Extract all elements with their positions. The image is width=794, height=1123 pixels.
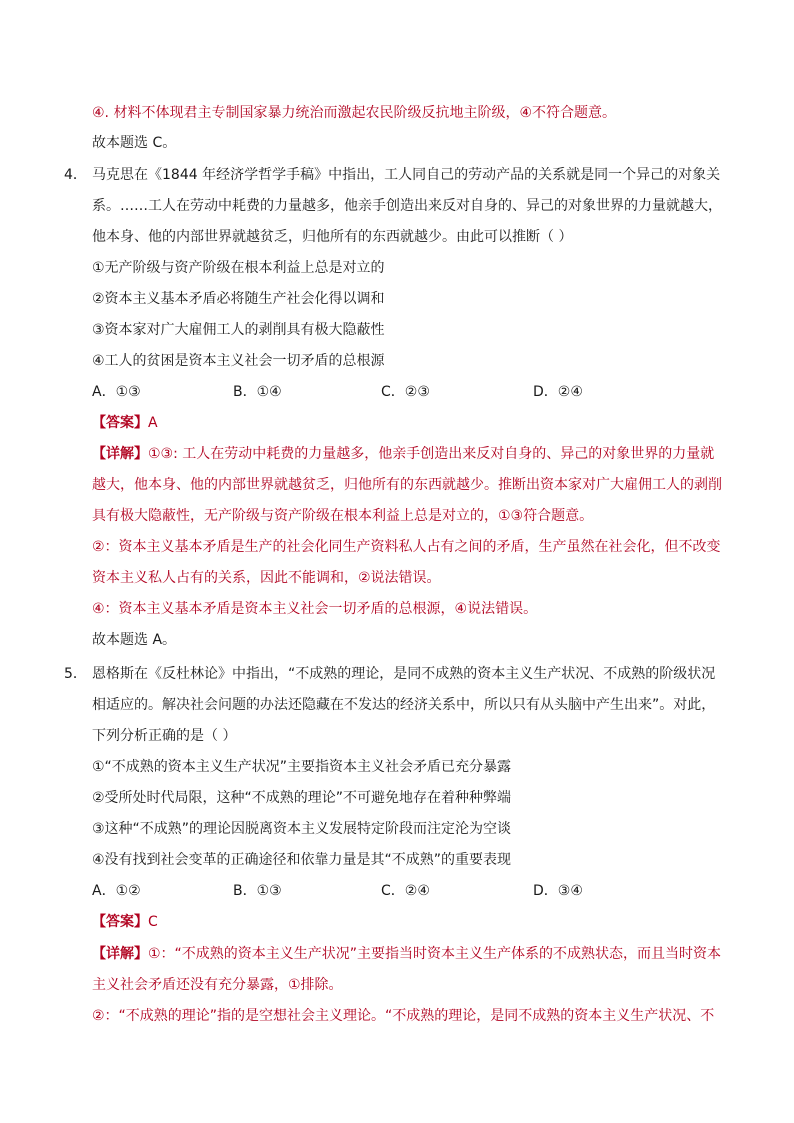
q4-statement-2: ②资本主义基本矛盾必将随生产社会化得以调和 — [92, 291, 385, 307]
q5-stem-1: 恩格斯在《反杜林论》中指出，“不成熟的理论，是同不成熟的资本主义生产状况、不成熟的阶级状况 — [92, 666, 716, 682]
q5-statement-2: ②受所处时代局限，这种“不成熟的理论”不可避免地存在着种种弊端 — [92, 790, 512, 806]
q4-statement-1: ①无产阶级与资产阶级在根本利益上总是对立的 — [92, 260, 385, 276]
q5-statement-1: ①“不成熟的资本主义生产状况”主要指资本主义社会矛盾已充分暴露 — [92, 759, 512, 775]
q4-answer-label: 【答案】 — [92, 415, 148, 431]
q5-statement-3: ③这种“不成熟”的理论因脱离资本主义发展特定阶段而注定沦为空谈 — [92, 821, 512, 837]
q4-statement-3: ③资本家对广大雇佣工人的剥削具有极大隐蔽性 — [92, 322, 385, 338]
q5-option-c: C．②④ — [381, 883, 430, 899]
q4-explain-label: 【详解】 — [92, 446, 148, 462]
q4-stem-3: 他本身、他的内部世界就越贫乏，归他所有的东西就越少。由此可以推断（ ） — [92, 229, 573, 245]
q4-number: 4． — [64, 167, 87, 183]
q5-explain-label: 【详解】 — [92, 946, 148, 962]
q5-statement-4: ④没有找到社会变革的正确途径和依靠力量是其“不成熟”的重要表现 — [92, 852, 512, 868]
q4-stem-1: 马克思在《1844 年经济学哲学手稿》中指出，工人同自己的劳动产品的关系就是同一个异己的对象关 — [92, 167, 721, 183]
q4-answer-value: A — [148, 415, 158, 431]
prev-conclusion: 故本题选 C。 — [92, 135, 177, 151]
q4-explain-6: ④：资本主义基本矛盾是资本主义社会一切矛盾的总根源，④说法错误。 — [92, 601, 538, 617]
q4-answer — [92, 413, 158, 433]
q4-explain-text-1: ①③: 工人在劳动中耗费的力量越多，他亲手创造出来反对自身的、异己的对象世界的力量就 — [148, 446, 715, 462]
q5-option-b: B．①③ — [233, 883, 282, 899]
q4-explain-1 — [92, 444, 714, 464]
q5-answer-label: 【答案】 — [92, 914, 148, 930]
q4-option-c: C．②③ — [381, 384, 430, 400]
q5-option-a: A．①② — [92, 883, 141, 899]
q4-statement-4: ④工人的贫困是资本主义社会一切矛盾的总根源 — [92, 353, 385, 369]
q4-conclusion: 故本题选 A。 — [92, 632, 177, 648]
q5-answer-value: C — [148, 914, 158, 930]
q5-option-d: D．③④ — [533, 883, 583, 899]
q5-explain-1 — [92, 944, 721, 964]
q5-explain-2: 主义社会矛盾还没有充分暴露，①排除。 — [92, 977, 343, 993]
q5-explain-3: ②：“不成熟的理论”指的是空想社会主义理论。“不成熟的理论，是同不成熟的资本主义生产状况、不 — [92, 1008, 715, 1024]
q4-option-d: D．②④ — [533, 384, 583, 400]
q4-explain-2: 越大，他本身、他的内部世界就越贫乏，归他所有的东西就越少。推断出资本家对广大雇佣工人的剥削 — [92, 477, 722, 493]
q4-explain-4: ②：资本主义基本矛盾是生产的社会化同生产资料私人占有之间的矛盾，生产虽然在社会化，但不改变 — [92, 539, 721, 555]
q4-option-a: A．①③ — [92, 384, 141, 400]
q4-stem-2: 系。……工人在劳动中耗费的力量越多，他亲手创造出来反对自身的、异己的对象世界的力量就越大， — [92, 198, 722, 214]
q4-explain-5: 资本主义私人占有的关系，因此不能调和，②说法错误。 — [92, 570, 441, 586]
q5-stem-2: 相适应的。解决社会问题的办法还隐藏在不发达的经济关系中，所以只有从头脑中产生出来”。对此， — [92, 697, 716, 713]
q5-stem-3: 下列分析正确的是（ ） — [92, 728, 237, 744]
q4-explain-3: 具有极大隐蔽性，无产阶级与资产阶级在根本利益上总是对立的，①③符合题意。 — [92, 508, 594, 524]
prev-item-4: ④. 材料不体现君主专制国家暴力统治而激起农民阶级反抗地主阶级，④不符合题意。 — [92, 105, 616, 121]
q5-number: 5． — [64, 666, 87, 682]
q5-explain-text-1: ①：“不成熟的资本主义生产状况”主要指当时资本主义生产体系的不成熟状态，而且当时资本 — [148, 946, 722, 962]
q4-option-b: B．①④ — [233, 384, 282, 400]
q5-answer — [92, 912, 158, 932]
